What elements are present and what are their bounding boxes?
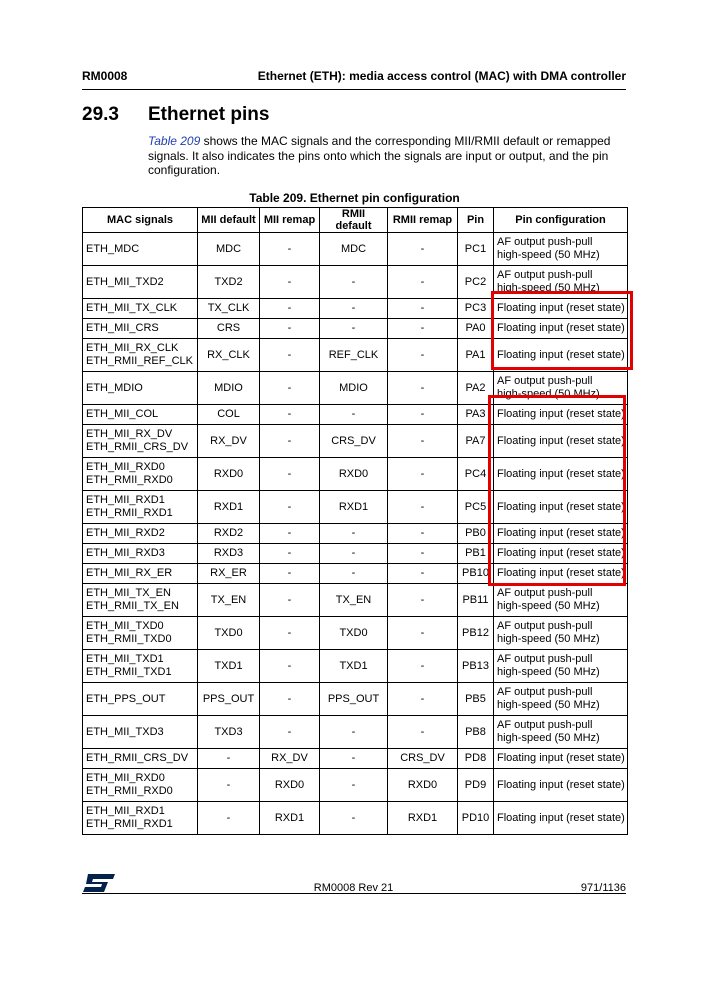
mac-signal-name: ETH_MDC <box>86 242 140 255</box>
pin-configuration-cell <box>494 491 628 524</box>
table-row <box>83 749 628 769</box>
pin-configuration-cell <box>494 458 628 491</box>
mac-signal-name: ETH_MDIO <box>86 381 143 394</box>
mii-default-cell: TXD1 <box>198 650 260 683</box>
pin-configuration-text: high-speed (50 MHz) <box>497 699 600 711</box>
mac-signal-name: ETH_MII_CRS <box>86 322 159 334</box>
mii-remap-cell: - <box>260 372 320 405</box>
pin-cell: PD9 <box>458 769 494 802</box>
mac-signal-name: ETH_MII_RX_ER <box>86 567 173 579</box>
pin-configuration-cell <box>494 617 628 650</box>
pin-cell: PA2 <box>458 372 494 405</box>
table-row <box>83 524 628 544</box>
pin-cell: PB11 <box>458 584 494 617</box>
mii-remap-cell: RX_DV <box>260 749 320 769</box>
pin-configuration-text: Floating input (reset state) <box>497 567 625 579</box>
pin-configuration-cell <box>494 339 628 372</box>
pin-configuration-cell <box>494 716 628 749</box>
mac-signal-name: ETH_RMII_TX_EN <box>86 600 179 612</box>
pin-cell: PC4 <box>458 458 494 491</box>
pin-cell: PC1 <box>458 233 494 266</box>
table-row <box>83 802 628 835</box>
mii-default-cell: RXD0 <box>198 458 260 491</box>
table-row <box>83 372 628 405</box>
pin-configuration-text: Floating input (reset state) <box>497 302 625 314</box>
mac-signal-cell <box>83 683 198 716</box>
table-row <box>83 769 628 802</box>
pin-configuration-text: high-speed (50 MHz) <box>497 249 600 261</box>
header-divider <box>82 89 626 90</box>
pin-configuration-cell <box>494 319 628 339</box>
pin-configuration-text: Floating input (reset state) <box>497 527 625 539</box>
rmii-default-cell: MDC <box>320 233 388 266</box>
mii-default-cell: TXD3 <box>198 716 260 749</box>
pin-configuration-text: AF output push-pull <box>497 269 593 281</box>
rmii-remap-cell: - <box>388 319 458 339</box>
table-row <box>83 319 628 339</box>
intro-text: shows the MAC signals and the corresponding MII/RMII default or remapped signals. It also indicates the pins onto which the signals are input or output, and the pin configuration. <box>148 134 611 177</box>
pin-cell: PB12 <box>458 617 494 650</box>
mac-signal-name: ETH_MII_TXD1 <box>86 653 164 665</box>
pin-configuration-text: AF output push-pull <box>497 719 593 731</box>
mac-signal-cell <box>83 617 198 650</box>
mac-signal-name: ETH_RMII_RXD1 <box>86 818 173 830</box>
mac-signal-cell <box>83 425 198 458</box>
pin-configuration-text: Floating input (reset state) <box>497 322 625 334</box>
pin-configuration-text: Floating input (reset state) <box>497 500 625 513</box>
rmii-remap-cell: - <box>388 299 458 319</box>
rmii-remap-cell: - <box>388 584 458 617</box>
pin-cell: PD10 <box>458 802 494 835</box>
chapter-title: Ethernet (ETH): media access control (MAC) with DMA controller <box>257 69 626 83</box>
section-title: Ethernet pins <box>148 104 270 125</box>
rmii-remap-cell: - <box>388 544 458 564</box>
pin-cell: PB10 <box>458 564 494 584</box>
pin-configuration-text: Floating input (reset state) <box>497 811 625 824</box>
table-row <box>83 339 628 372</box>
mii-remap-cell: - <box>260 716 320 749</box>
mii-default-cell: RXD2 <box>198 524 260 544</box>
column-header: Pin configuration <box>494 208 628 233</box>
mii-remap-cell: RXD0 <box>260 769 320 802</box>
mac-signal-cell <box>83 319 198 339</box>
pin-cell: PC3 <box>458 299 494 319</box>
ethernet-pin-table <box>82 207 628 835</box>
pin-configuration-cell <box>494 405 628 425</box>
mii-remap-cell: - <box>260 584 320 617</box>
mii-remap-cell: - <box>260 617 320 650</box>
mii-remap-cell: - <box>260 544 320 564</box>
table-row <box>83 458 628 491</box>
pin-cell: PB1 <box>458 544 494 564</box>
rmii-remap-cell: - <box>388 716 458 749</box>
mac-signal-cell <box>83 266 198 299</box>
mac-signal-name: ETH_MII_RX_CLK <box>86 342 179 354</box>
pin-configuration-cell <box>494 564 628 584</box>
rmii-default-cell: - <box>320 749 388 769</box>
mac-signal-cell <box>83 524 198 544</box>
mii-remap-cell: - <box>260 458 320 491</box>
pin-configuration-text: AF output push-pull <box>497 686 593 698</box>
pin-cell: PC5 <box>458 491 494 524</box>
mii-remap-cell: - <box>260 683 320 716</box>
mii-remap-cell: - <box>260 650 320 683</box>
mac-signal-name: ETH_PPS_OUT <box>86 692 166 705</box>
mac-signal-name: ETH_MII_RXD2 <box>86 527 165 539</box>
mac-signal-name: ETH_MII_TXD3 <box>86 725 164 738</box>
mii-default-cell: TXD2 <box>198 266 260 299</box>
pin-cell: PB13 <box>458 650 494 683</box>
rmii-remap-cell: - <box>388 491 458 524</box>
page-number: 971/1136 <box>580 882 626 894</box>
table-row <box>83 299 628 319</box>
pin-configuration-text: Floating input (reset state) <box>497 408 625 420</box>
rmii-remap-cell: - <box>388 266 458 299</box>
mii-remap-cell: - <box>260 491 320 524</box>
mii-remap-cell: - <box>260 233 320 266</box>
pin-configuration-cell <box>494 266 628 299</box>
mac-signal-name: ETH_MII_TXD0 <box>86 620 164 632</box>
mii-default-cell: RX_ER <box>198 564 260 584</box>
pin-configuration-text: AF output push-pull <box>497 587 593 599</box>
pin-configuration-text: Floating input (reset state) <box>497 348 625 361</box>
pin-cell: PB0 <box>458 524 494 544</box>
pin-configuration-cell <box>494 769 628 802</box>
column-header: RMII remap <box>388 208 458 233</box>
rmii-remap-cell: - <box>388 233 458 266</box>
pin-configuration-text: high-speed (50 MHz) <box>497 666 600 678</box>
mac-signal-cell <box>83 233 198 266</box>
mac-signal-cell <box>83 650 198 683</box>
mac-signal-name: ETH_RMII_TXD1 <box>86 666 172 678</box>
mii-remap-cell: - <box>260 319 320 339</box>
pin-configuration-cell <box>494 524 628 544</box>
pin-configuration-cell <box>494 749 628 769</box>
table-row <box>83 650 628 683</box>
pin-cell: PB5 <box>458 683 494 716</box>
mac-signal-cell <box>83 372 198 405</box>
mac-signal-name: ETH_MII_RX_DV <box>86 428 173 440</box>
rmii-remap-cell: - <box>388 372 458 405</box>
mac-signal-name: ETH_RMII_CRS_DV <box>86 441 189 453</box>
mac-signal-name: ETH_RMII_REF_CLK <box>86 355 193 367</box>
mii-remap-cell: - <box>260 524 320 544</box>
table-header-row <box>83 208 628 233</box>
rmii-remap-cell: - <box>388 650 458 683</box>
rmii-default-cell: - <box>320 405 388 425</box>
pin-cell: PA7 <box>458 425 494 458</box>
table-row <box>83 425 628 458</box>
section-number: 29.3 <box>82 104 119 125</box>
rmii-remap-cell: - <box>388 339 458 372</box>
pin-configuration-text: high-speed (50 MHz) <box>497 388 600 400</box>
pin-configuration-text: AF output push-pull <box>497 375 593 387</box>
pin-configuration-text: Floating input (reset state) <box>497 434 625 447</box>
rmii-default-cell: REF_CLK <box>320 339 388 372</box>
mii-default-cell: RXD3 <box>198 544 260 564</box>
mac-signal-cell <box>83 584 198 617</box>
intro-paragraph <box>148 134 618 178</box>
rmii-remap-cell: RXD0 <box>388 769 458 802</box>
rmii-default-cell: MDIO <box>320 372 388 405</box>
table-row <box>83 544 628 564</box>
mii-default-cell: TX_EN <box>198 584 260 617</box>
pin-configuration-text: high-speed (50 MHz) <box>497 282 600 294</box>
pin-configuration-text: high-speed (50 MHz) <box>497 633 600 645</box>
pin-configuration-cell <box>494 584 628 617</box>
column-header: MII default <box>198 208 260 233</box>
pin-configuration-cell <box>494 372 628 405</box>
mac-signal-cell <box>83 564 198 584</box>
column-header: RMII default <box>320 208 388 233</box>
column-header: MII remap <box>260 208 320 233</box>
mii-default-cell: - <box>198 769 260 802</box>
rmii-default-cell: - <box>320 716 388 749</box>
pin-configuration-cell <box>494 683 628 716</box>
rmii-default-cell: RXD1 <box>320 491 388 524</box>
mii-remap-cell: - <box>260 299 320 319</box>
pin-configuration-cell <box>494 802 628 835</box>
table-row <box>83 233 628 266</box>
mac-signal-cell <box>83 716 198 749</box>
pin-cell: PA3 <box>458 405 494 425</box>
mii-remap-cell: - <box>260 266 320 299</box>
mac-signal-name: ETH_MII_RXD1 <box>86 805 165 817</box>
rmii-default-cell: - <box>320 564 388 584</box>
mac-signal-name: ETH_RMII_TXD0 <box>86 633 172 645</box>
column-header: MAC signals <box>83 208 198 233</box>
mac-signal-name: ETH_MII_RXD0 <box>86 461 165 473</box>
mii-remap-cell: RXD1 <box>260 802 320 835</box>
pin-cell: PB8 <box>458 716 494 749</box>
table-row <box>83 617 628 650</box>
mac-signal-name: ETH_RMII_RXD1 <box>86 507 173 519</box>
pin-configuration-text: high-speed (50 MHz) <box>497 600 600 612</box>
pin-configuration-cell <box>494 544 628 564</box>
mii-remap-cell: - <box>260 405 320 425</box>
rmii-default-cell: - <box>320 524 388 544</box>
mac-signal-cell <box>83 491 198 524</box>
table-reference-link[interactable]: Table 209 <box>148 134 201 148</box>
mii-default-cell: PPS_OUT <box>198 683 260 716</box>
mii-default-cell: - <box>198 749 260 769</box>
mac-signal-name: ETH_MII_RXD0 <box>86 772 165 784</box>
rmii-default-cell: TXD0 <box>320 617 388 650</box>
pin-configuration-cell <box>494 233 628 266</box>
rmii-default-cell: - <box>320 544 388 564</box>
pin-configuration-cell <box>494 425 628 458</box>
document-revision: RM0008 Rev 21 <box>313 882 394 894</box>
mac-signal-name: ETH_MII_TX_CLK <box>86 302 178 314</box>
table-caption: Table 209. Ethernet pin configuration <box>249 191 460 205</box>
rmii-default-cell: TXD1 <box>320 650 388 683</box>
mii-default-cell: RX_DV <box>198 425 260 458</box>
rmii-remap-cell: - <box>388 405 458 425</box>
mac-signal-cell <box>83 769 198 802</box>
mac-signal-name: ETH_RMII_CRS_DV <box>86 752 189 764</box>
pin-configuration-text: AF output push-pull <box>497 236 593 248</box>
pin-configuration-text: Floating input (reset state) <box>497 547 625 559</box>
mii-default-cell: COL <box>198 405 260 425</box>
mii-default-cell: CRS <box>198 319 260 339</box>
pin-configuration-cell <box>494 299 628 319</box>
doc-id: RM0008 <box>82 69 128 83</box>
table-body <box>83 233 628 835</box>
pin-cell: PA0 <box>458 319 494 339</box>
mii-default-cell: RX_CLK <box>198 339 260 372</box>
rmii-remap-cell: - <box>388 458 458 491</box>
pin-configuration-text: AF output push-pull <box>497 653 593 665</box>
mac-signal-name: ETH_MII_COL <box>86 408 159 420</box>
mac-signal-name: ETH_MII_TXD2 <box>86 275 164 288</box>
mii-default-cell: RXD1 <box>198 491 260 524</box>
rmii-default-cell: - <box>320 769 388 802</box>
pin-configuration-text: AF output push-pull <box>497 620 593 632</box>
rmii-default-cell: TX_EN <box>320 584 388 617</box>
rmii-remap-cell: - <box>388 524 458 544</box>
pin-cell: PA1 <box>458 339 494 372</box>
column-header: Pin <box>458 208 494 233</box>
mac-signal-cell <box>83 299 198 319</box>
mac-signal-name: ETH_RMII_RXD0 <box>86 785 173 797</box>
pin-configuration-cell <box>494 650 628 683</box>
mii-remap-cell: - <box>260 564 320 584</box>
mac-signal-cell <box>83 458 198 491</box>
rmii-remap-cell: - <box>388 617 458 650</box>
rmii-default-cell: PPS_OUT <box>320 683 388 716</box>
rmii-remap-cell: - <box>388 425 458 458</box>
pin-cell: PD8 <box>458 749 494 769</box>
rmii-default-cell: - <box>320 266 388 299</box>
mac-signal-cell <box>83 339 198 372</box>
mii-default-cell: TX_CLK <box>198 299 260 319</box>
mii-remap-cell: - <box>260 339 320 372</box>
mii-remap-cell: - <box>260 425 320 458</box>
mii-default-cell: MDIO <box>198 372 260 405</box>
table-row <box>83 584 628 617</box>
mii-default-cell: TXD0 <box>198 617 260 650</box>
rmii-default-cell: - <box>320 319 388 339</box>
table-row <box>83 405 628 425</box>
mac-signal-name: ETH_MII_RXD1 <box>86 494 165 506</box>
mac-signal-cell <box>83 405 198 425</box>
pin-configuration-text: Floating input (reset state) <box>497 752 625 764</box>
rmii-default-cell: RXD0 <box>320 458 388 491</box>
pin-cell: PC2 <box>458 266 494 299</box>
pin-configuration-text: Floating input (reset state) <box>497 467 625 480</box>
mac-signal-name: ETH_MII_TX_EN <box>86 587 171 599</box>
rmii-remap-cell: RXD1 <box>388 802 458 835</box>
rmii-remap-cell: CRS_DV <box>388 749 458 769</box>
mac-signal-cell <box>83 544 198 564</box>
mac-signal-cell <box>83 749 198 769</box>
rmii-remap-cell: - <box>388 564 458 584</box>
mac-signal-cell <box>83 802 198 835</box>
table-row <box>83 683 628 716</box>
table-row <box>83 716 628 749</box>
rmii-remap-cell: - <box>388 683 458 716</box>
pin-configuration-text: high-speed (50 MHz) <box>497 732 600 744</box>
rmii-default-cell: - <box>320 299 388 319</box>
table-row <box>83 564 628 584</box>
mii-default-cell: MDC <box>198 233 260 266</box>
mac-signal-name: ETH_RMII_RXD0 <box>86 474 173 486</box>
rmii-default-cell: - <box>320 802 388 835</box>
table-row <box>83 491 628 524</box>
pin-configuration-text: Floating input (reset state) <box>497 778 625 791</box>
mii-default-cell: - <box>198 802 260 835</box>
mac-signal-name: ETH_MII_RXD3 <box>86 547 165 559</box>
rmii-default-cell: CRS_DV <box>320 425 388 458</box>
table-row <box>83 266 628 299</box>
